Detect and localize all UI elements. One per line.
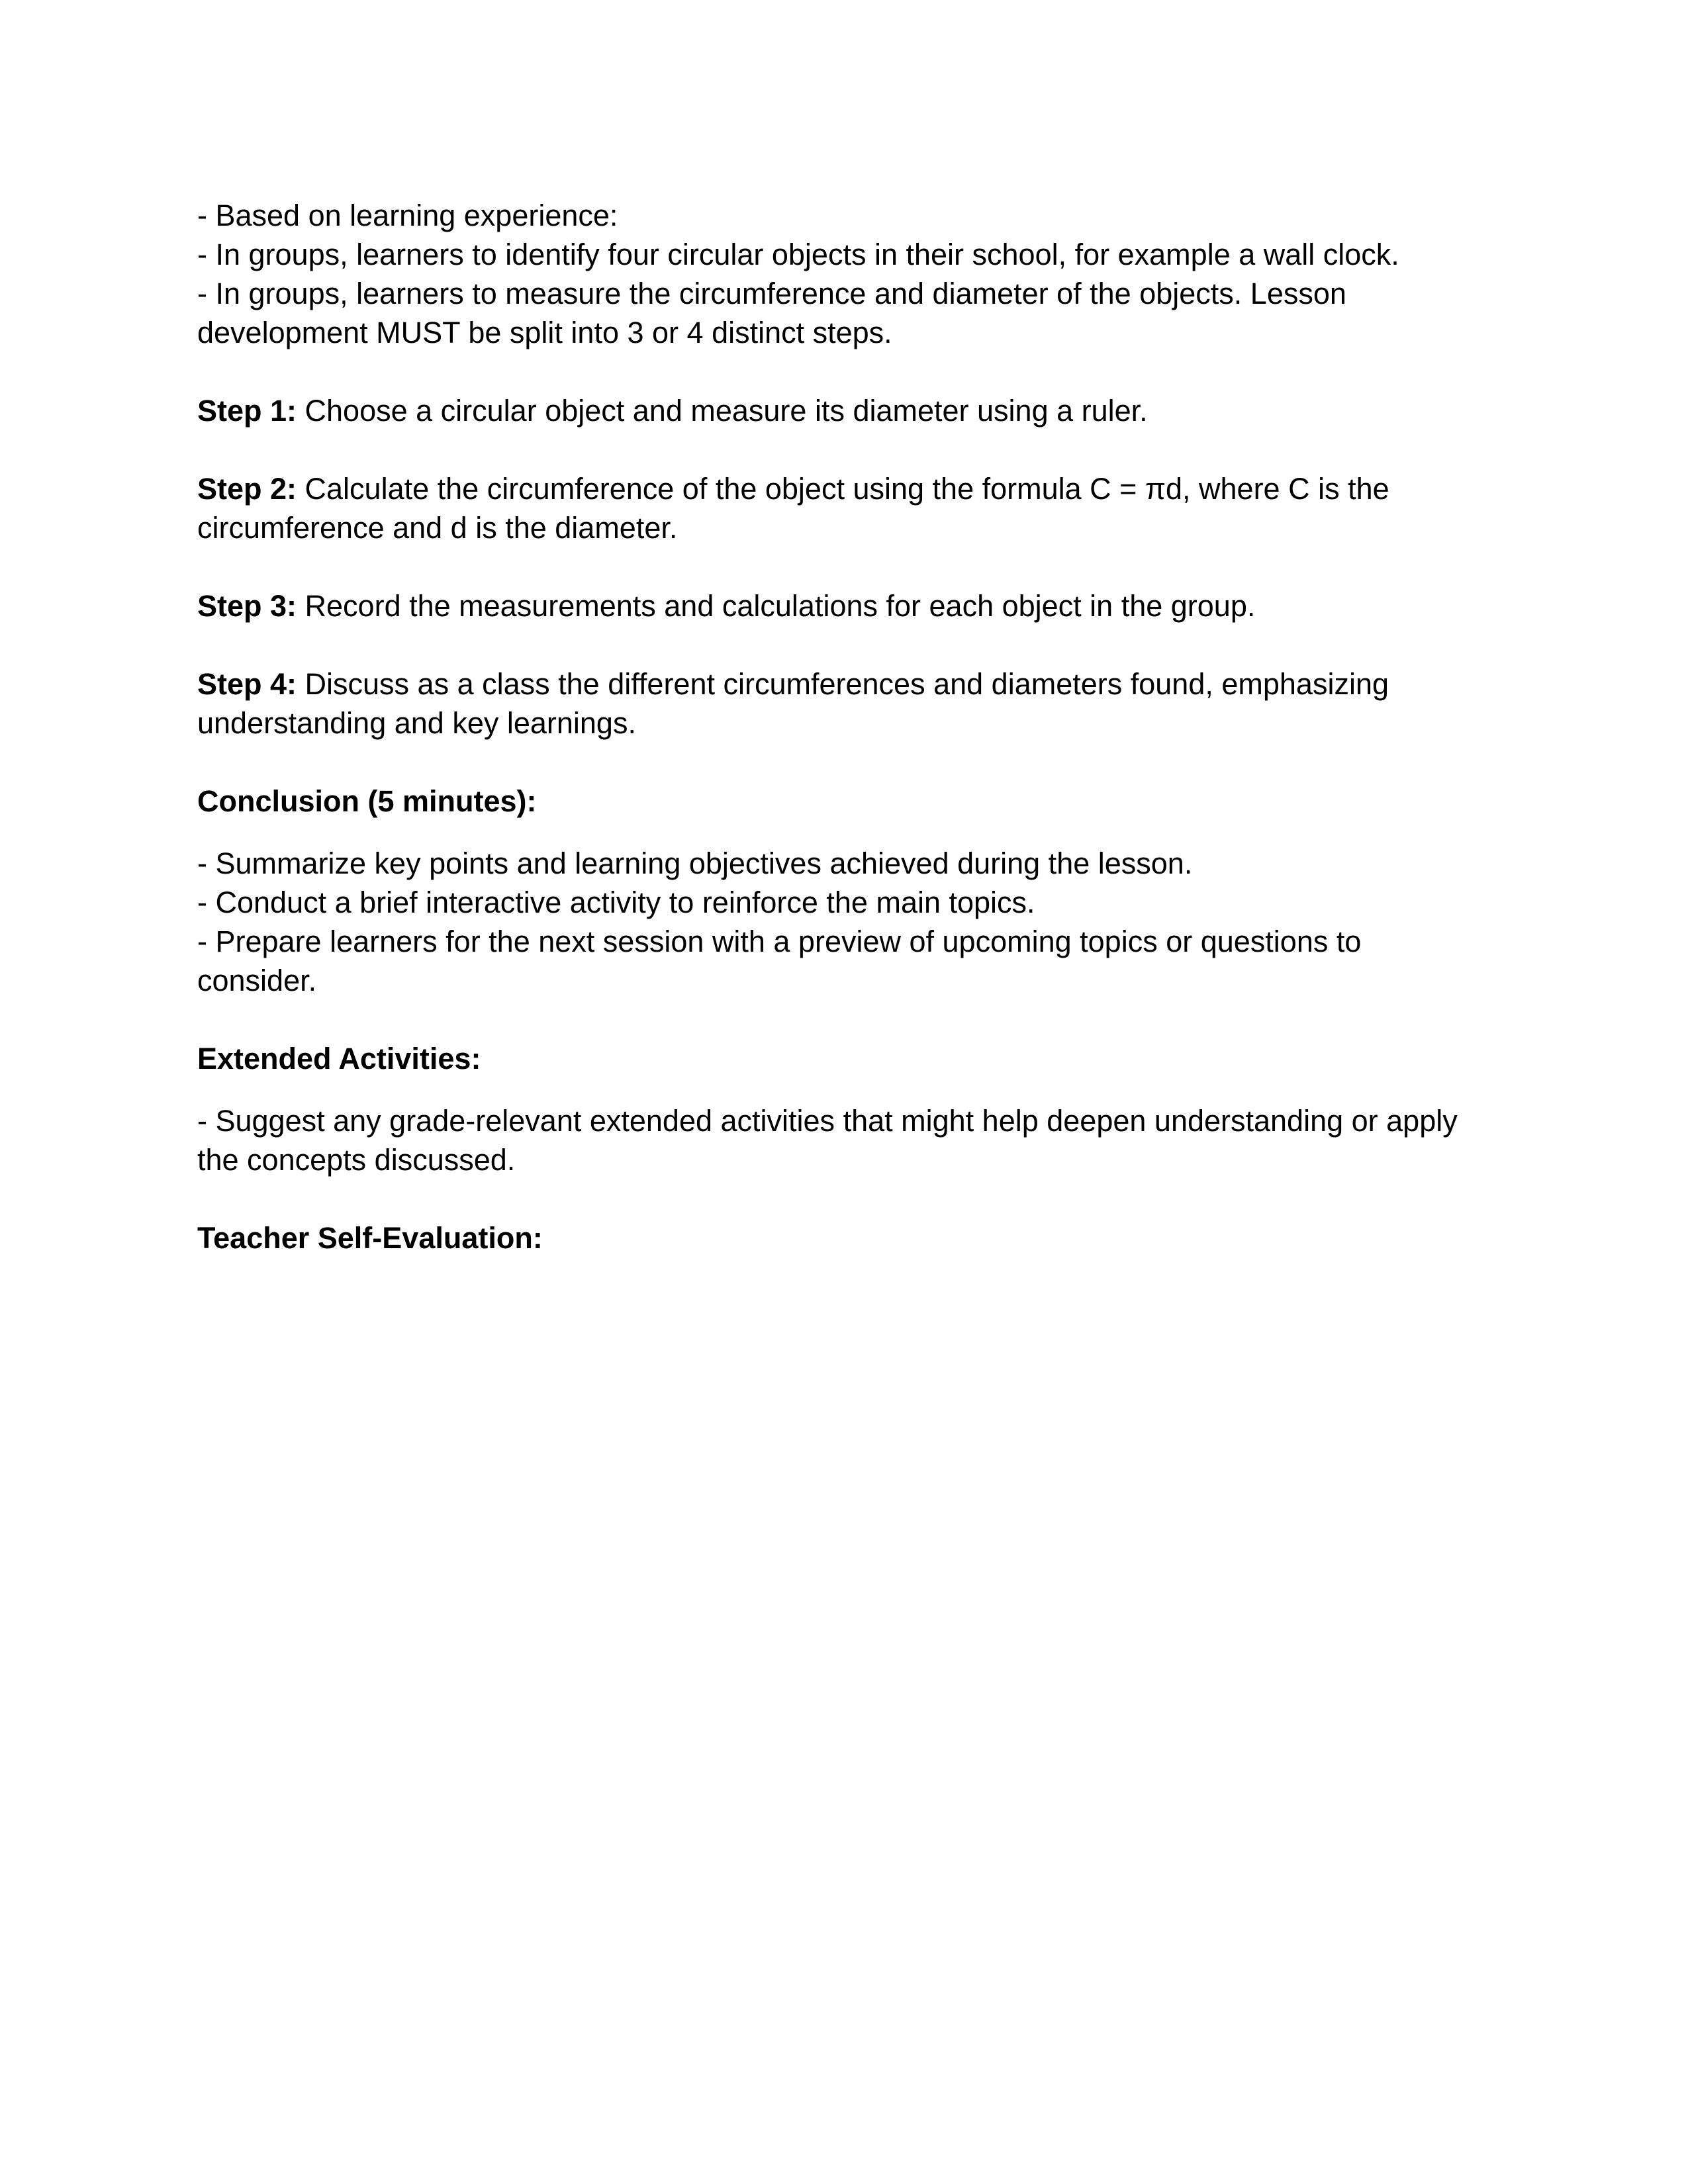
step-1-line xyxy=(197,391,1495,430)
step-1 xyxy=(197,391,1495,430)
step-3-text: Record the measurements and calculations for each object in the group. xyxy=(297,589,1256,623)
step-4 xyxy=(197,664,1495,743)
conclusion-section xyxy=(197,782,1495,1000)
intro-line: development MUST be split into 3 or 4 distinct steps. xyxy=(197,316,892,349)
conclusion-heading: Conclusion (5 minutes): xyxy=(197,784,537,818)
step-4-line xyxy=(197,664,1495,704)
extended-activities-list xyxy=(197,1101,1495,1179)
step-2-text: Calculate the circumference of the object using the formula C = πd, where C is the xyxy=(297,472,1389,506)
step-2 xyxy=(197,469,1495,547)
step-3-label: Step 3: xyxy=(197,589,297,623)
extended-activities-line: the concepts discussed. xyxy=(197,1143,516,1177)
intro-line: - Based on learning experience: xyxy=(197,199,618,232)
step-1-text: Choose a circular object and measure its diameter using a ruler. xyxy=(297,394,1148,428)
step-4-line: understanding and key learnings. xyxy=(197,706,636,740)
step-4-label: Step 4: xyxy=(197,667,297,701)
document-body xyxy=(197,196,1495,1257)
step-1-label: Step 1: xyxy=(197,394,297,428)
conclusion-line: - Summarize key points and learning objectives achieved during the lesson. xyxy=(197,846,1193,880)
conclusion-list xyxy=(197,844,1495,1000)
teacher-self-evaluation-section xyxy=(197,1218,1495,1257)
extended-activities-line: - Suggest any grade-relevant extended activities that might help deepen understanding or apply xyxy=(197,1104,1458,1138)
conclusion-line: consider. xyxy=(197,964,317,997)
step-3 xyxy=(197,586,1495,625)
step-2-label: Step 2: xyxy=(197,472,297,506)
step-2-line: circumference and d is the diameter. xyxy=(197,511,678,545)
step-4-text: Discuss as a class the different circumferences and diameters found, emphasizing xyxy=(297,667,1389,701)
step-3-line xyxy=(197,586,1495,625)
extended-activities-heading: Extended Activities: xyxy=(197,1042,481,1075)
conclusion-line: - Prepare learners for the next session with a preview of upcoming topics or questions to xyxy=(197,925,1362,958)
teacher-self-evaluation-heading: Teacher Self-Evaluation: xyxy=(197,1221,543,1255)
intro-line: - In groups, learners to measure the circumference and diameter of the objects. Lesson xyxy=(197,277,1346,310)
conclusion-line: - Conduct a brief interactive activity to reinforce the main topics. xyxy=(197,886,1035,919)
intro-section xyxy=(197,196,1495,352)
intro-line: - In groups, learners to identify four circular objects in their school, for example a wall clock. xyxy=(197,238,1399,271)
step-2-line xyxy=(197,469,1495,508)
extended-activities-section xyxy=(197,1039,1495,1179)
